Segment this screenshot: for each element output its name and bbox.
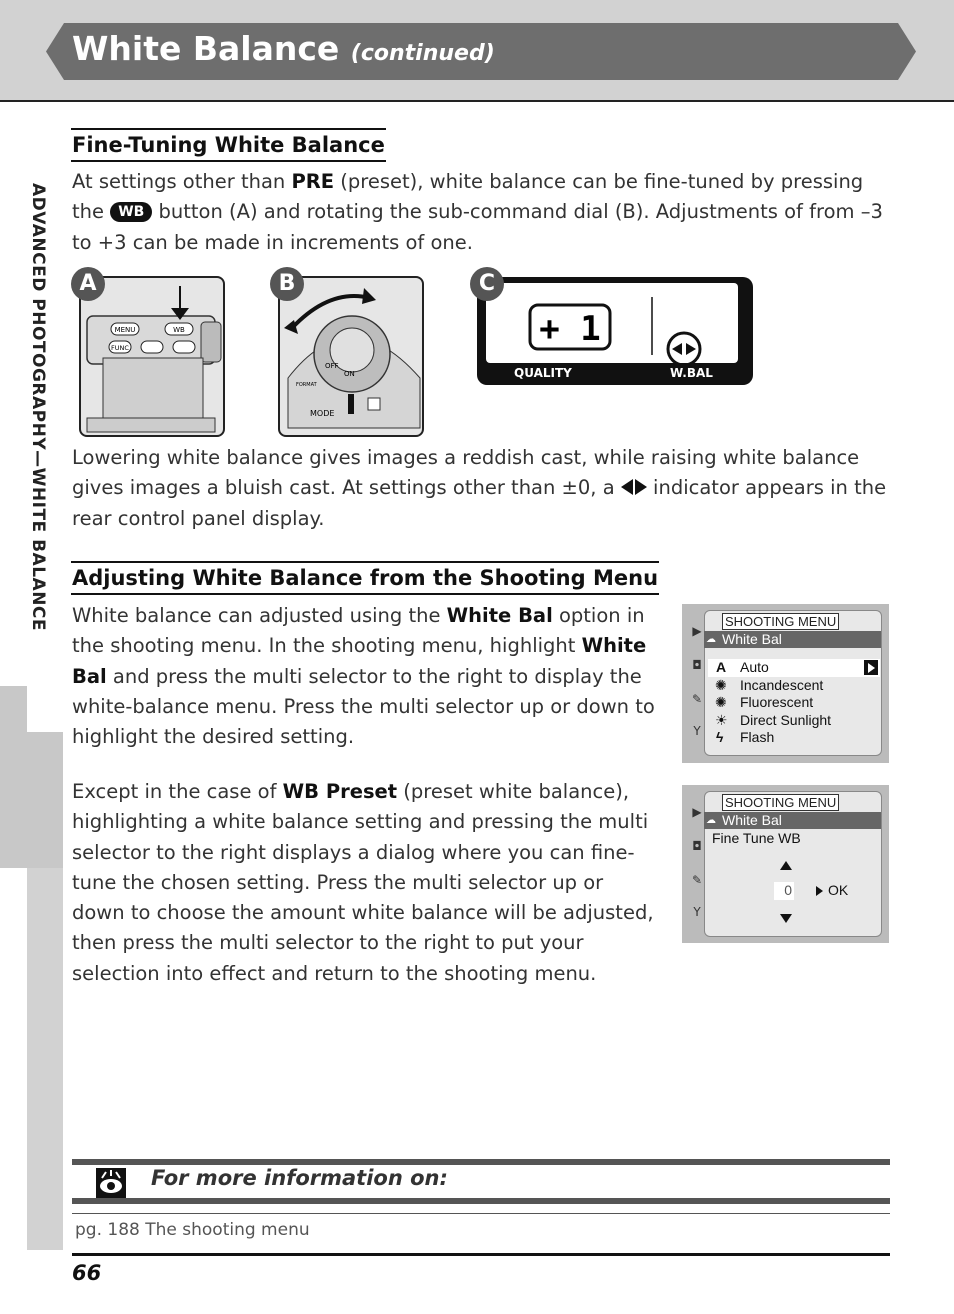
menu-subtitle: White Bal: [704, 812, 881, 829]
lcd-wbal-label: W.BAL: [670, 366, 713, 380]
text: button (A) and rotating the sub-command dial (B). Adjustments of from –3 to +3 can be made in increments of one.: [72, 200, 883, 254]
func-button-label: FUNC: [111, 344, 129, 352]
page-number: 66: [72, 1261, 102, 1285]
playback-icon: ▶: [692, 805, 702, 819]
menu-screenshot-white-balance: [682, 604, 889, 763]
info-rule-top: [72, 1159, 890, 1165]
off-label: OFF: [325, 362, 339, 370]
section1-paragraph2: [72, 443, 890, 534]
text: Except in the case of: [72, 780, 283, 803]
fine-tune-label: Fine Tune WB: [712, 830, 801, 846]
figure-c-label: C: [470, 267, 504, 301]
text: indicator appears in the rear control panel display.: [72, 476, 887, 530]
menu-item-label: Incandescent: [740, 676, 824, 693]
wb-indicator-right-icon: [635, 479, 647, 495]
menu-item-direct-sunlight[interactable]: [708, 712, 880, 730]
info-rule-mid: [72, 1198, 890, 1204]
menu-item-flash[interactable]: [708, 729, 880, 747]
text-bold: PRE: [291, 170, 335, 193]
ok-label[interactable]: OK: [828, 882, 849, 898]
wb-button-label: WB: [173, 326, 185, 334]
section1-paragraph1: [72, 167, 890, 258]
eye-glyph: [96, 1168, 126, 1198]
text: Lowering white balance gives images a reddish cast, while raising white balance gives images a bluish cast. At settings other than ±0, a: [72, 446, 860, 500]
menu-item-auto[interactable]: [708, 659, 880, 677]
menu-item-fluorescent[interactable]: [708, 694, 880, 712]
right-arrow-icon: [864, 660, 878, 675]
menu-screenshot-fine-tune: [682, 785, 889, 943]
wrench-icon: Y: [693, 724, 701, 738]
sun-icon: ☀: [715, 711, 728, 728]
down-arrow-icon[interactable]: [780, 914, 792, 923]
pencil-icon: ✎: [691, 692, 703, 706]
menu-item-incandescent[interactable]: [708, 677, 880, 695]
camera-icon: ◘: [692, 839, 702, 853]
side-tab-text: ADVANCED PHOTOGRAPHY—WHITE BALANCE: [28, 183, 48, 632]
menu-subtitle: White Bal: [704, 631, 881, 648]
on-label: ON: [344, 370, 355, 378]
menu-title: SHOOTING MENU: [722, 794, 839, 811]
arrow-down-icon: [171, 286, 189, 320]
format-label: FORMAT: [296, 382, 317, 388]
text: and press the multi selector to the right to display the white-balance menu. Press the multi selector up or down to highlight the desired setting.: [72, 664, 655, 749]
title-text: White Balance: [72, 29, 340, 68]
side-tab-label: [28, 183, 62, 743]
lcd-readout: + 1: [539, 309, 601, 349]
auto-icon: A: [716, 659, 727, 675]
figure-c-lcd: [486, 283, 738, 363]
info-reference-link[interactable]: pg. 188 The shooting menu: [75, 1220, 310, 1240]
menu-title: SHOOTING MENU: [722, 613, 839, 630]
figure-b-label: B: [270, 267, 304, 301]
figure-b-sub-command-dial: [278, 276, 424, 437]
incandescent-icon: ✺: [715, 676, 727, 693]
title-continued: (continued): [350, 41, 495, 66]
text: option in the shooting menu. In the shooting menu, highlight: [72, 604, 645, 658]
wrench-icon: Y: [693, 905, 701, 919]
mode-label: MODE: [310, 409, 335, 418]
menu-item-label: Auto: [740, 659, 769, 675]
camera-icon: ◘: [692, 658, 702, 672]
text: (preset white balance), highlighting a white balance setting and pressing the multi selector to the right displays a dialog where you can fine-tune the chosen setting. Press the multi selector up or down to choose the amount white balance will be adjusted, then press the multi selector to the right to put your selection into effect and return to the shooting menu.: [72, 780, 654, 985]
section-heading-shooting-menu: Adjusting White Balance from the Shooting Menu: [71, 561, 659, 595]
lcd-quality-label: QUALITY: [514, 366, 572, 380]
text: White balance can adjusted using the: [72, 604, 447, 627]
figure-a-illustration: [81, 278, 223, 435]
figure-b-illustration: [280, 278, 422, 435]
white-balance-icon: ☁: [706, 815, 716, 826]
menu-item-label: Direct Sunlight: [740, 711, 832, 728]
ok-arrow-icon: [816, 886, 823, 896]
text: At settings other than: [72, 170, 292, 193]
menu-item-label: Flash: [740, 729, 775, 745]
menu-item-label: Fluorescent: [740, 694, 814, 710]
text-bold: WB Preset: [282, 780, 398, 803]
fluorescent-icon: ✺: [715, 694, 727, 710]
up-arrow-icon[interactable]: [780, 861, 792, 870]
menu-items: [708, 659, 880, 747]
section-heading-fine-tuning: Fine-Tuning White Balance: [71, 128, 386, 162]
footer-rule: [72, 1253, 890, 1256]
info-rule-thin: [72, 1213, 890, 1214]
white-balance-icon: ☁: [706, 634, 716, 645]
pencil-icon: ✎: [691, 873, 703, 887]
section2-paragraph2: [72, 777, 662, 989]
text-bold: White Bal: [446, 604, 553, 627]
page-title: [72, 28, 495, 75]
playback-icon: ▶: [692, 624, 702, 638]
wb-button-icon: WB: [110, 202, 152, 222]
eye-icon: [96, 1168, 126, 1198]
flash-icon: ϟ: [716, 729, 724, 745]
wb-indicator-left-icon: [621, 479, 633, 495]
text-bold: White Bal: [72, 634, 647, 688]
section2-paragraph1: [72, 601, 662, 752]
fine-tune-value[interactable]: 0: [774, 882, 794, 900]
text: (preset), white balance can be fine-tuned by pressing the: [72, 170, 864, 224]
figure-a-label: A: [71, 267, 105, 301]
menu-button-label: MENU: [114, 326, 136, 334]
figure-a-camera-buttons: [79, 276, 225, 437]
info-heading: For more information on:: [151, 1166, 448, 1190]
figure-c-illustration: [486, 283, 738, 363]
